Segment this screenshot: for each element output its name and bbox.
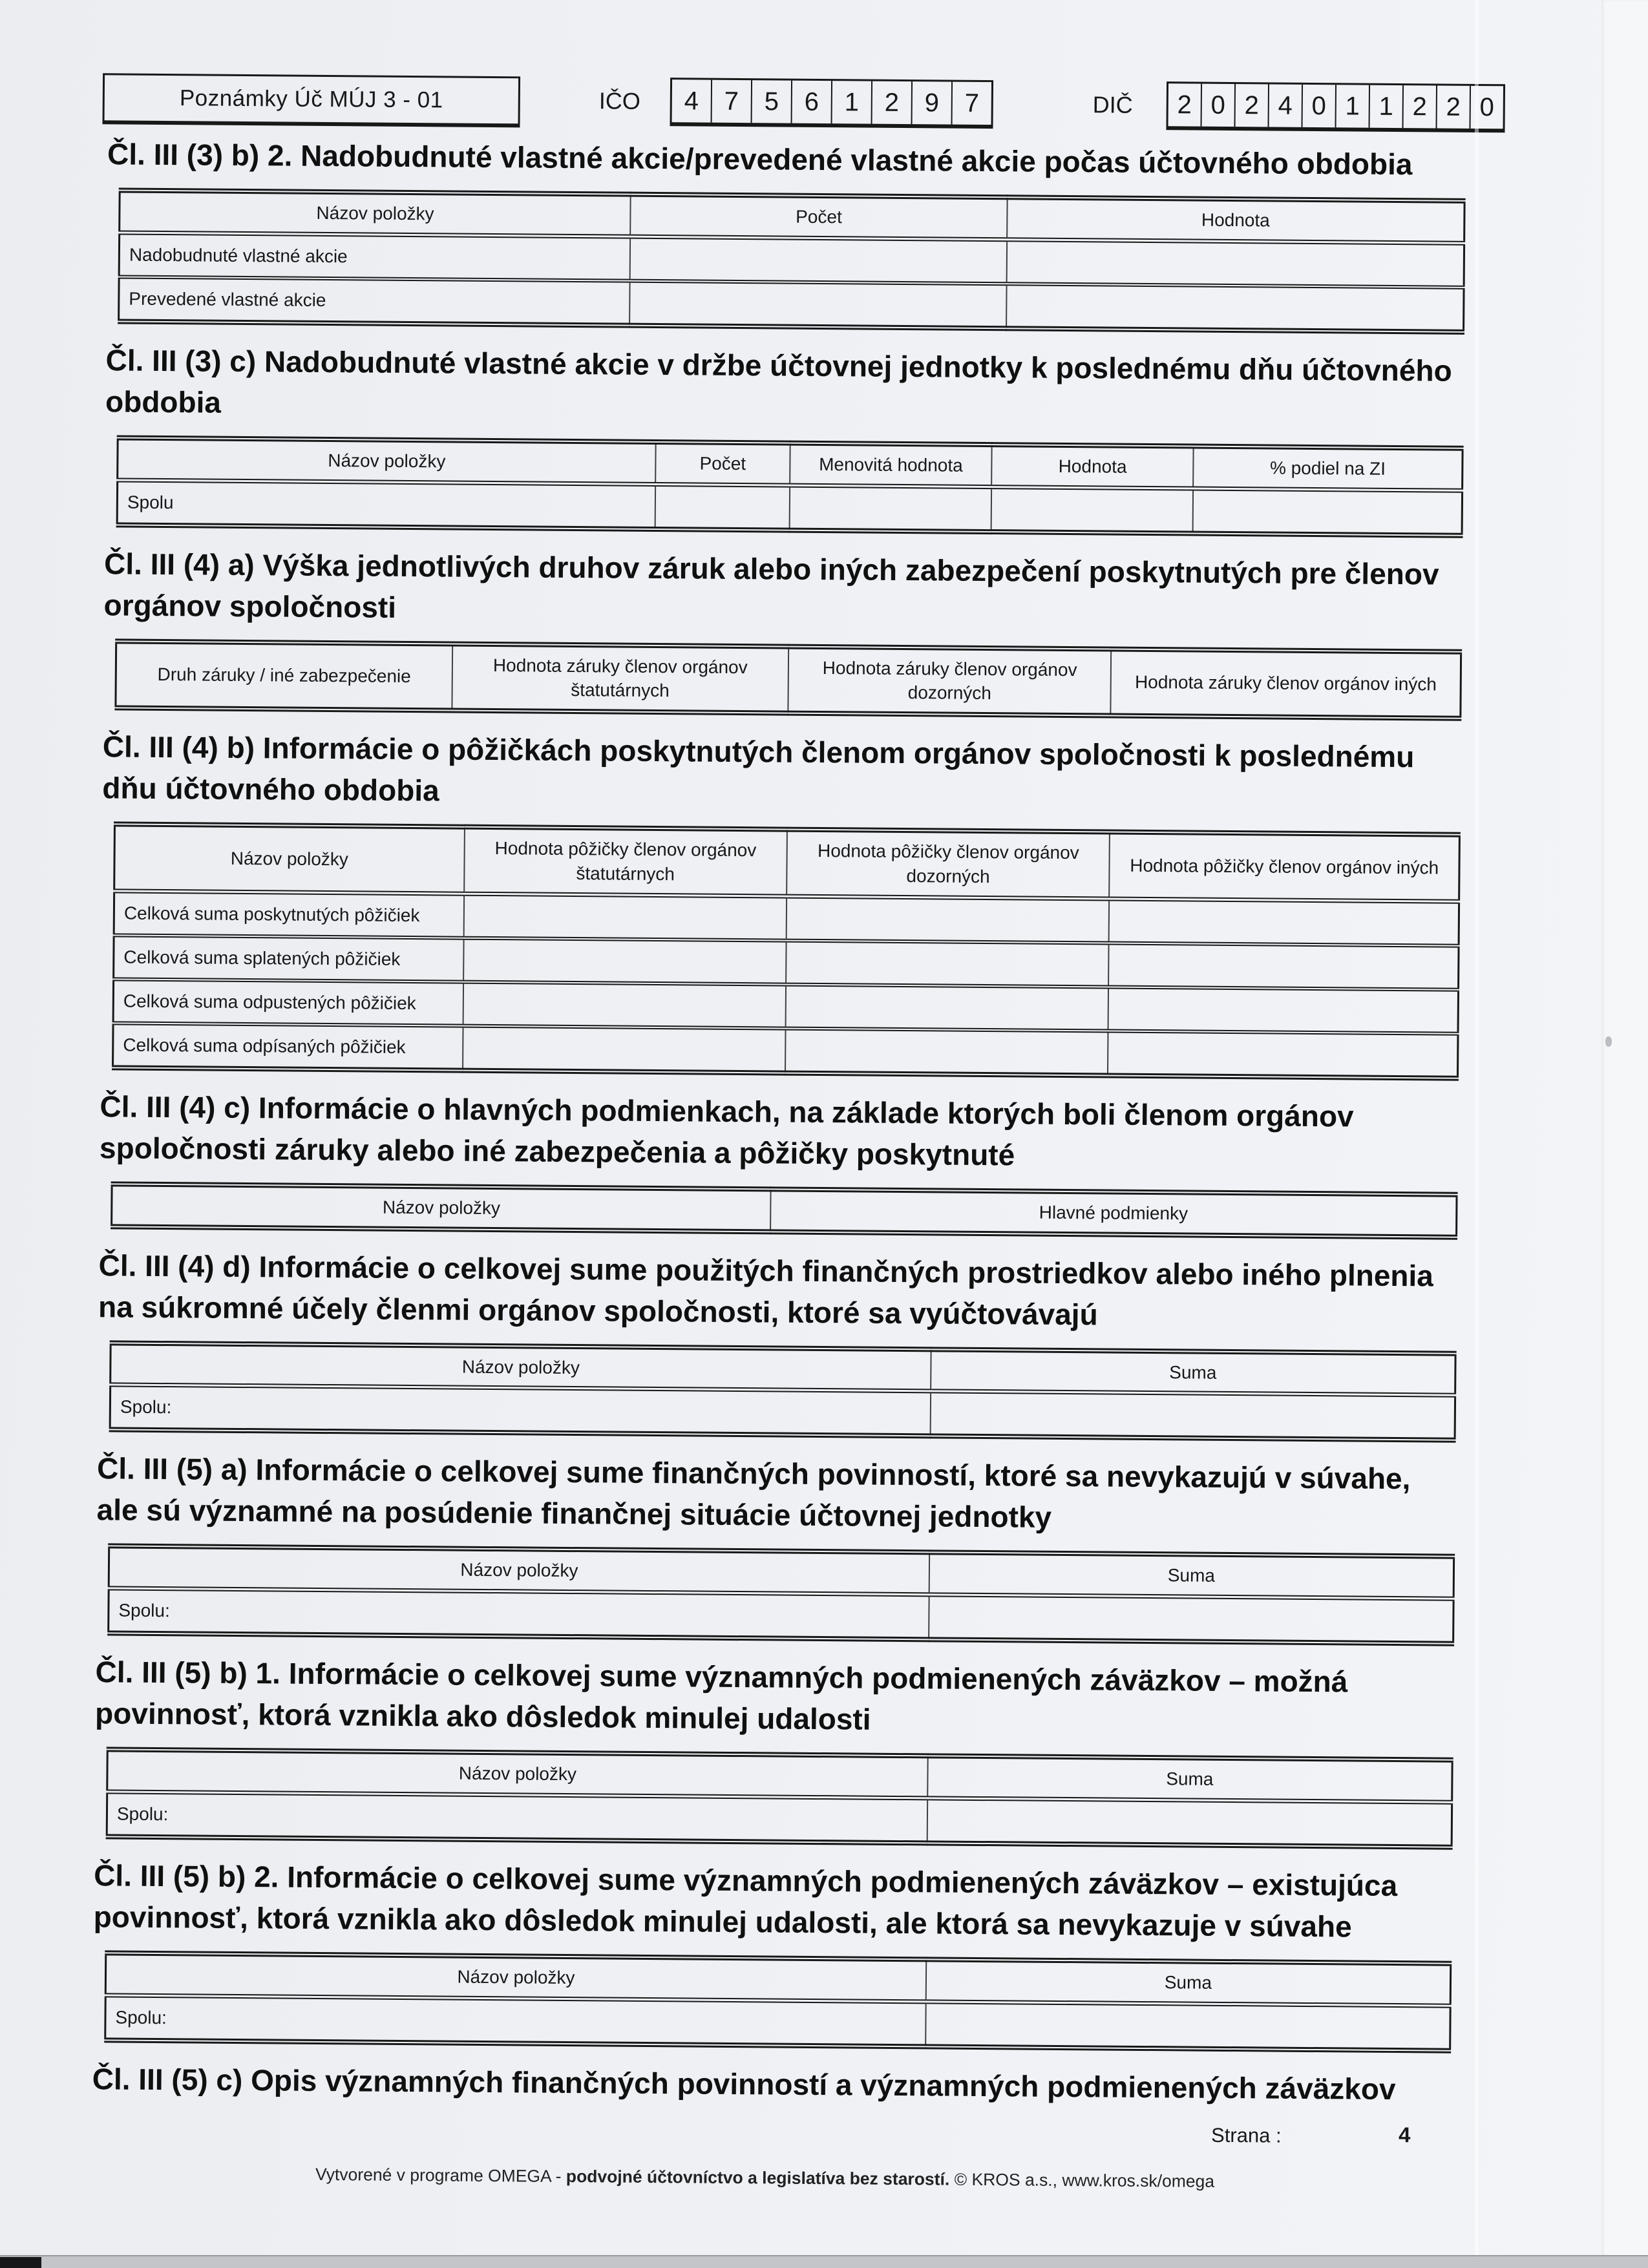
row-label-cell: Celková suma poskytnutých pôžičiek [114,891,464,938]
form-code: Poznámky Úč MÚJ 3 - 01 [179,85,443,113]
form-table [112,822,1461,1081]
empty-value-cell [463,1025,786,1073]
section-heading: Čl. III (4) c) Informácie o hlavných podmienkach, na základe ktorých boli členom orgánov spoločnosti záruky alebo iné zabezpečenia a pôžičky poskytnuté [99,1089,1354,1172]
table-header-row [112,1184,1457,1237]
column-header: Názov položky [105,1953,926,2001]
table-header-row [116,641,1461,719]
section-heading: Čl. III (4) d) Informácie o celkovej sume použitých finančných prostriedkov alebo iného plnenia na súkromné účely členmi orgánov spoločnosti, ktoré sa vyúčtovávajú [98,1248,1434,1331]
form-table [106,1747,1453,1850]
form-section [92,2058,1450,2110]
empty-value-cell [786,984,1109,1031]
credit-text-bold: podvojné účtovníctvo a legislatíva bez starostí. [565,2166,950,2189]
digit-cell: 2 [1436,85,1470,128]
form-table [107,1544,1455,1646]
empty-value-cell [1108,1031,1458,1078]
form-table [111,1181,1458,1239]
digit-cell: 0 [1201,84,1235,127]
column-header: Názov položky [107,1750,928,1798]
form-section [92,1854,1452,2053]
row-label-cell: Spolu [117,480,655,529]
row-label-cell: Celková suma odpísaných pôžičiek [113,1023,463,1070]
empty-value-cell [1109,899,1459,946]
column-header: Hodnota pôžičky členov orgánov iných [1110,832,1460,901]
empty-value-cell [787,896,1110,943]
credit-line [0,2162,1547,2194]
column-header: Názov položky [111,1343,931,1391]
empty-value-cell [463,894,787,940]
digit-cell: 4 [1268,84,1302,127]
column-header: Hodnota záruky členov orgánov dozorných [788,646,1111,716]
form-section [103,543,1463,721]
row-label-cell: Spolu: [109,1588,929,1639]
digit-cell: 6 [791,81,832,123]
empty-value-cell [629,280,1006,328]
scanner-bed-bottom-strip [0,2255,1648,2268]
column-header: Názov položky [109,1546,929,1595]
form-table [104,1950,1452,2053]
digit-cell: 9 [911,81,952,124]
page-number-value: 4 [1398,2123,1411,2147]
column-header: Počet [630,194,1007,240]
empty-value-cell [1007,240,1464,288]
empty-value-cell [1006,284,1464,332]
digit-cell: 2 [871,81,912,124]
row-label-cell: Spolu: [107,1792,927,1843]
digit-cell: 1 [1335,85,1369,127]
page-number-label: Strana : [1210,2123,1282,2147]
ico-label: IČO [598,87,640,114]
column-header: Hodnota pôžičky členov orgánov dozorných [787,830,1110,899]
section-heading: Čl. III (4) a) Výška jednotlivých druhov záruk alebo iných zabezpečení poskytnutých pre členov orgánov spoločnosti [103,546,1439,624]
column-header: Názov položky [114,824,465,894]
form-table [116,435,1464,538]
digit-cell: 5 [751,80,792,123]
form-table [114,638,1462,721]
digit-cell: 2 [1234,84,1269,127]
digit-cell: 7 [711,80,752,123]
form-table [118,187,1466,334]
digit-cell: 4 [684,86,699,115]
dic-label: DIČ [1092,91,1133,118]
form-sections [92,1,1466,2110]
row-label-cell: Celková suma odpustených pôžičiek [113,979,463,1025]
column-header: Suma [926,1959,1451,2006]
section-heading: Čl. III (3) b) 2. Nadobudnuté vlastné akcie/prevedené vlastné akcie počas účtovného obdobia [107,137,1413,182]
column-header: Hlavné podmienky [1039,1202,1188,1224]
scanner-bed-right-strip [1601,0,1648,2268]
column-header: Suma [927,1756,1452,1803]
empty-value-cell [1108,987,1459,1033]
form-section [96,1448,1455,1646]
column-header: % podiel na ZI [1193,446,1463,490]
column-header: Hodnota záruky členov orgánov iných [1134,672,1437,695]
digit-cell: 2 [1402,85,1437,128]
empty-value-cell [929,1595,1453,1644]
column-header: Hodnota pôžičky členov orgánov štatutárnych [464,827,787,896]
empty-value-cell [1108,943,1459,989]
column-header: Počet [655,442,790,485]
form-section [105,339,1464,538]
empty-value-cell [463,982,786,1028]
digit-cell: 0 [1470,86,1504,129]
empty-value-cell [927,1798,1452,1847]
empty-value-cell [630,236,1007,284]
credit-text-end: © KROS a.s., www.kros.sk/omega [949,2169,1215,2191]
empty-value-cell [925,2002,1450,2051]
form-table [109,1340,1457,1443]
empty-value-cell [790,485,992,532]
column-header: Hodnota [1007,197,1464,243]
column-header: Suma [931,1349,1455,1396]
scan-corner-artifact [0,2257,41,2268]
section-heading: Čl. III (5) b) 1. Informácie o celkovej sume významných podmienených záväzkov – možná povinnosť, ktorá vznikla ako dôsledok minulej udalosti [94,1655,1348,1736]
row-label-cell: Spolu: [110,1385,931,1436]
row-label-cell: Spolu: [105,1995,926,2046]
column-header: Hodnota záruky členov orgánov štatutárnych [452,644,788,713]
empty-value-cell [991,487,1194,533]
column-header: Menovitá hodnota [790,443,992,487]
digit-cell: 7 [951,82,992,125]
empty-value-cell [930,1391,1455,1440]
section-heading: Čl. III (4) b) Informácie o pôžičkách poskytnutých členom orgánov spoločnosti k poslednému dňu účtovného obdobia [102,730,1415,808]
empty-value-cell [463,938,787,984]
form-section [106,133,1466,334]
row-label-cell: Celková suma splatených pôžičiek [114,935,464,982]
form-section [98,1244,1457,1443]
digit-cell: 1 [831,81,872,123]
row-label-cell: Prevedené vlastné akcie [119,277,630,325]
column-header: Názov položky [118,437,656,484]
column-header: Hodnota [991,445,1194,488]
section-heading: Čl. III (5) b) 2. Informácie o celkovej sume významných podmienených záväzkov – existujúca povinnosť, ktorá vznikla ako dôsledok minulej udalosti, ale ktorá sa nevykazuje v súvahe [93,1858,1398,1944]
digit-cell: 2 [1177,90,1192,119]
empty-value-cell [1193,488,1463,536]
empty-value-cell [785,1028,1108,1075]
form-section [99,1086,1459,1239]
section-heading: Čl. III (5) c) Opis významných finančných povinností a významných podmienených záväzkov [92,2061,1396,2106]
column-header: Názov položky [112,1184,771,1232]
form-section [100,726,1461,1080]
empty-value-cell [786,940,1109,987]
section-heading: Čl. III (3) c) Nadobudnuté vlastné akcie v držbe účtovnej jednotky k poslednému dňu účtovného obdobia [105,343,1452,419]
credit-text-start: Vytvorené v programe OMEGA - [315,2164,566,2186]
row-label-cell: Nadobudnuté vlastné akcie [119,233,630,281]
column-header: Druh záruky / iné zabezpečenie [116,641,452,711]
section-heading: Čl. III (5) a) Informácie o celkovej sume finančných povinností, ktoré sa nevykazujú v súvahe, ale sú významné na posúdenie finančnej situácie účtovnej jednotky [96,1451,1411,1535]
form-section [94,1651,1454,1849]
table-header-row [114,824,1460,901]
column-header: Názov položky [120,190,631,236]
empty-value-cell [655,484,790,530]
scan-speck-artifact [1605,1036,1612,1047]
column-header: Suma [929,1553,1454,1599]
digit-cell: 1 [1369,85,1403,128]
digit-cell: 0 [1302,85,1336,127]
